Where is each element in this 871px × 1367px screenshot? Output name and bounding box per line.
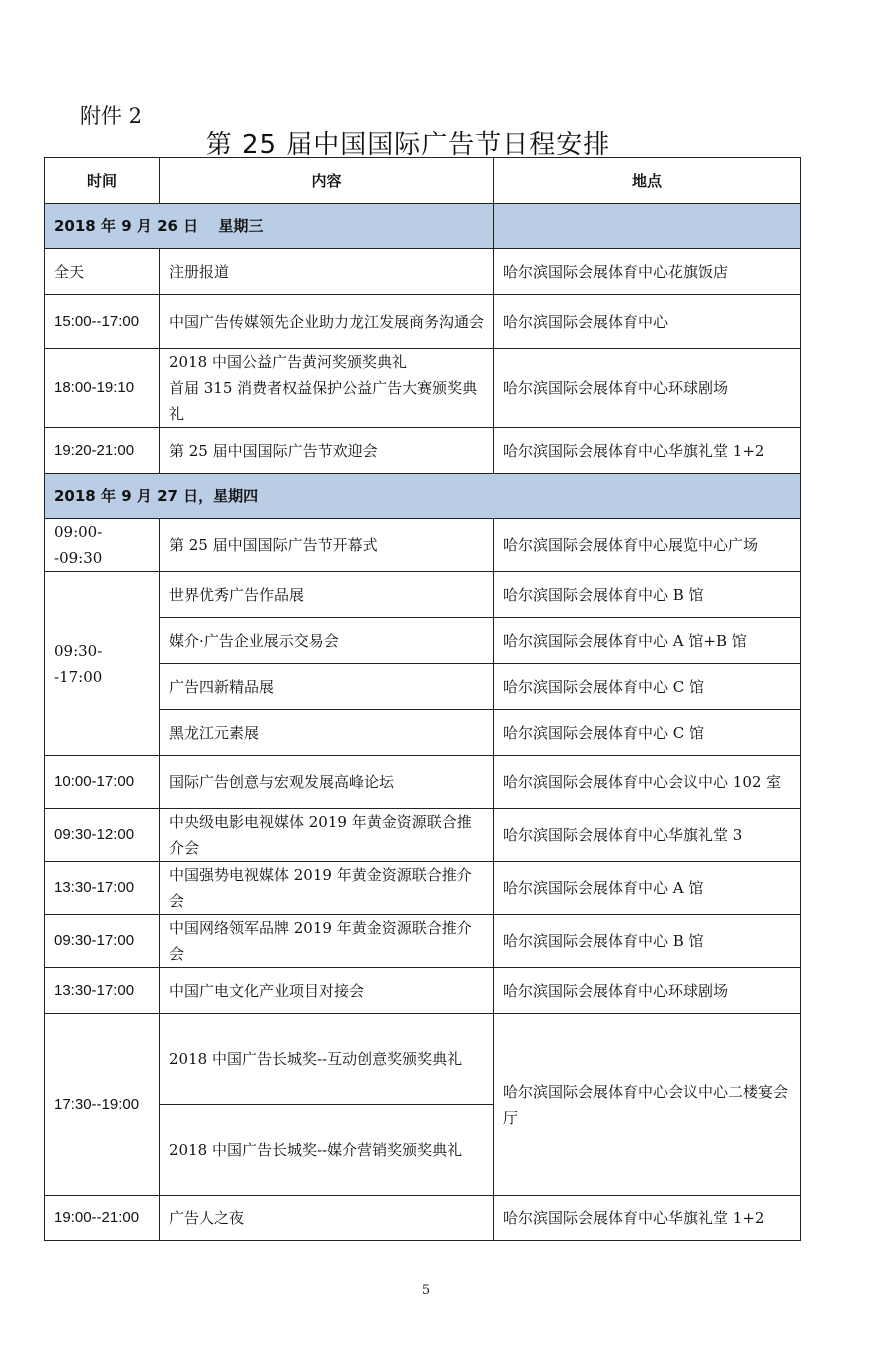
content-cell: 中国强势电视媒体 2019 年黄金资源联合推介会 [160, 862, 494, 915]
location-cell: 哈尔滨国际会展体育中心 B 馆 [494, 572, 801, 618]
time-cell: 13:30-17:00 [45, 862, 160, 915]
location-cell: 哈尔滨国际会展体育中心展览中心广场 [494, 519, 801, 572]
table-row [45, 1196, 801, 1241]
table-row [45, 295, 801, 349]
time-cell: 19:00--21:00 [45, 1196, 160, 1241]
content-cell: 广告四新精品展 [160, 664, 494, 710]
time-cell: 09:00--09:30 [45, 519, 160, 572]
header-location: 地点 [494, 158, 801, 204]
table-row [45, 809, 801, 862]
time-cell: 全天 [45, 249, 160, 295]
location-cell: 哈尔滨国际会展体育中心会议中心 102 室 [494, 756, 801, 809]
content-cell [160, 349, 494, 428]
content-cell: 第 25 届中国国际广告节欢迎会 [160, 428, 494, 474]
time-cell: 09:30-17:00 [45, 915, 160, 968]
day-label: 2018 年 9 月 27 日，星期四 [45, 474, 801, 519]
location-cell: 哈尔滨国际会展体育中心 [494, 295, 801, 349]
location-cell: 哈尔滨国际会展体育中心华旗礼堂 3 [494, 809, 801, 862]
content-cell: 2018 中国广告长城奖--媒介营销奖颁奖典礼 [160, 1105, 494, 1196]
day-header-row [45, 474, 801, 519]
time-cell: 09:30--17:00 [45, 572, 160, 756]
content-cell: 中国广告传媒领先企业助力龙江发展商务沟通会 [160, 295, 494, 349]
time-cell: 17:30--19:00 [45, 1014, 160, 1196]
table-row [45, 968, 801, 1014]
location-cell: 哈尔滨国际会展体育中心会议中心二楼宴会厅 [494, 1014, 801, 1196]
content-cell: 第 25 届中国国际广告节开幕式 [160, 519, 494, 572]
header-time: 时间 [45, 158, 160, 204]
content-cell: 中国广电文化产业项目对接会 [160, 968, 494, 1014]
day-header-blank [494, 204, 801, 249]
location-cell: 哈尔滨国际会展体育中心 C 馆 [494, 664, 801, 710]
location-cell: 哈尔滨国际会展体育中心 B 馆 [494, 915, 801, 968]
table-row [45, 862, 801, 915]
location-cell: 哈尔滨国际会展体育中心 A 馆+B 馆 [494, 618, 801, 664]
table-row [45, 572, 801, 618]
table-row [45, 519, 801, 572]
content-cell: 注册报道 [160, 249, 494, 295]
content-line: 2018 中国公益广告黄河奖颁奖典礼 [169, 353, 407, 371]
location-cell: 哈尔滨国际会展体育中心环球剧场 [494, 349, 801, 428]
table-row [45, 915, 801, 968]
content-cell: 世界优秀广告作品展 [160, 572, 494, 618]
location-cell: 哈尔滨国际会展体育中心环球剧场 [494, 968, 801, 1014]
time-cell: 09:30-12:00 [45, 809, 160, 862]
time-cell: 19:20-21:00 [45, 428, 160, 474]
content-line: 首届 315 消费者权益保护公益广告大赛颁奖典礼 [169, 379, 478, 423]
table-row [45, 349, 801, 428]
content-cell: 广告人之夜 [160, 1196, 494, 1241]
day-header-row [45, 204, 801, 249]
header-content: 内容 [160, 158, 494, 204]
table-row [45, 1014, 801, 1105]
location-cell: 哈尔滨国际会展体育中心华旗礼堂 1+2 [494, 1196, 801, 1241]
location-cell: 哈尔滨国际会展体育中心 A 馆 [494, 862, 801, 915]
time-cell: 18:00-19:10 [45, 349, 160, 428]
time-cell: 13:30-17:00 [45, 968, 160, 1014]
page-title: 第 25 届中国国际广告节日程安排 [205, 130, 611, 160]
location-cell: 哈尔滨国际会展体育中心华旗礼堂 1+2 [494, 428, 801, 474]
schedule-table [44, 157, 801, 1241]
content-cell: 黑龙江元素展 [160, 710, 494, 756]
table-row [45, 249, 801, 295]
content-cell: 媒介·广告企业展示交易会 [160, 618, 494, 664]
table-row [45, 756, 801, 809]
attachment-label: 附件 2 [80, 104, 143, 128]
content-cell: 中国网络领军品牌 2019 年黄金资源联合推介会 [160, 915, 494, 968]
time-cell: 15:00--17:00 [45, 295, 160, 349]
content-cell: 2018 中国广告长城奖--互动创意奖颁奖典礼 [160, 1014, 494, 1105]
day-label: 2018 年 9 月 26 日 星期三 [45, 204, 494, 249]
content-cell: 中央级电影电视媒体 2019 年黄金资源联合推介会 [160, 809, 494, 862]
table-header-row [45, 158, 801, 204]
location-cell: 哈尔滨国际会展体育中心 C 馆 [494, 710, 801, 756]
location-cell: 哈尔滨国际会展体育中心花旗饭店 [494, 249, 801, 295]
page-number: 5 [421, 1283, 431, 1298]
table-row [45, 428, 801, 474]
time-cell: 10:00-17:00 [45, 756, 160, 809]
content-cell: 国际广告创意与宏观发展高峰论坛 [160, 756, 494, 809]
